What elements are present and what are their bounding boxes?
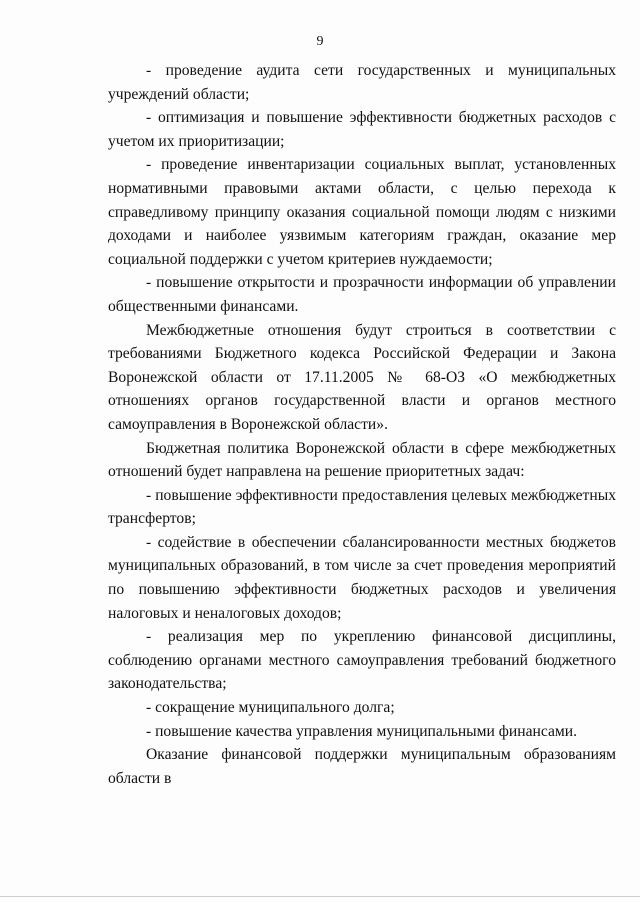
paragraph: Межбюджетные отношения будут строиться в соответствии с требованиями Бюджетного кодекса Российской Федерации и Закона Воронежской области от 17.11.2005 № 68-ОЗ «О межбюджетных отношениях органов государственной власти и органов местного самоуправления в Воронежской области».: [108, 321, 616, 433]
paragraph: Бюджетная политика Воронежской области в сфере межбюджетных отношений будет направлена на решение приоритетных задач:: [108, 439, 616, 481]
paragraph: - проведение инвентаризации социальных выплат, установленных нормативными правовыми актами области, с целью перехода к справедливому принципу оказания социальной помощи людям с низкими доходами и наиболее уязвимым категориям граждан, оказание мер социальной поддержки с учетом критериев нуждаемости;: [108, 156, 616, 268]
paragraph: - оптимизация и повышение эффективности бюджетных расходов с учетом их приоритизации;: [108, 109, 616, 150]
document-body: [108, 59, 616, 790]
paragraph: Оказание финансовой поддержки муниципальным образованиям области в: [108, 746, 616, 787]
paragraph: - сокращение муниципального долга;: [146, 699, 395, 717]
page-number: 9: [316, 34, 324, 49]
paragraph: - проведение аудита сети государственных и муниципальных учреждений области;: [108, 62, 616, 103]
paragraph: - повышение открытости и прозрачности информации об управлении общественными финансами.: [108, 274, 616, 315]
page-edge-divider: [0, 896, 640, 897]
paragraph: - повышение качества управления муниципальными финансами.: [146, 722, 577, 740]
paragraph: - реализация мер по укреплению финансовой дисциплины, соблюдению органами местного самоуправления требований бюджетного законодательства;: [108, 628, 616, 693]
paragraph: - содействие в обеспечении сбалансированности местных бюджетов муниципальных образований, в том числе за счет проведения мероприятий по повышению эффективности бюджетных расходов и увеличения налоговых и неналоговых доходов;: [108, 533, 616, 622]
paragraph: - повышение эффективности предоставления целевых межбюджетных трансфертов;: [108, 486, 616, 528]
